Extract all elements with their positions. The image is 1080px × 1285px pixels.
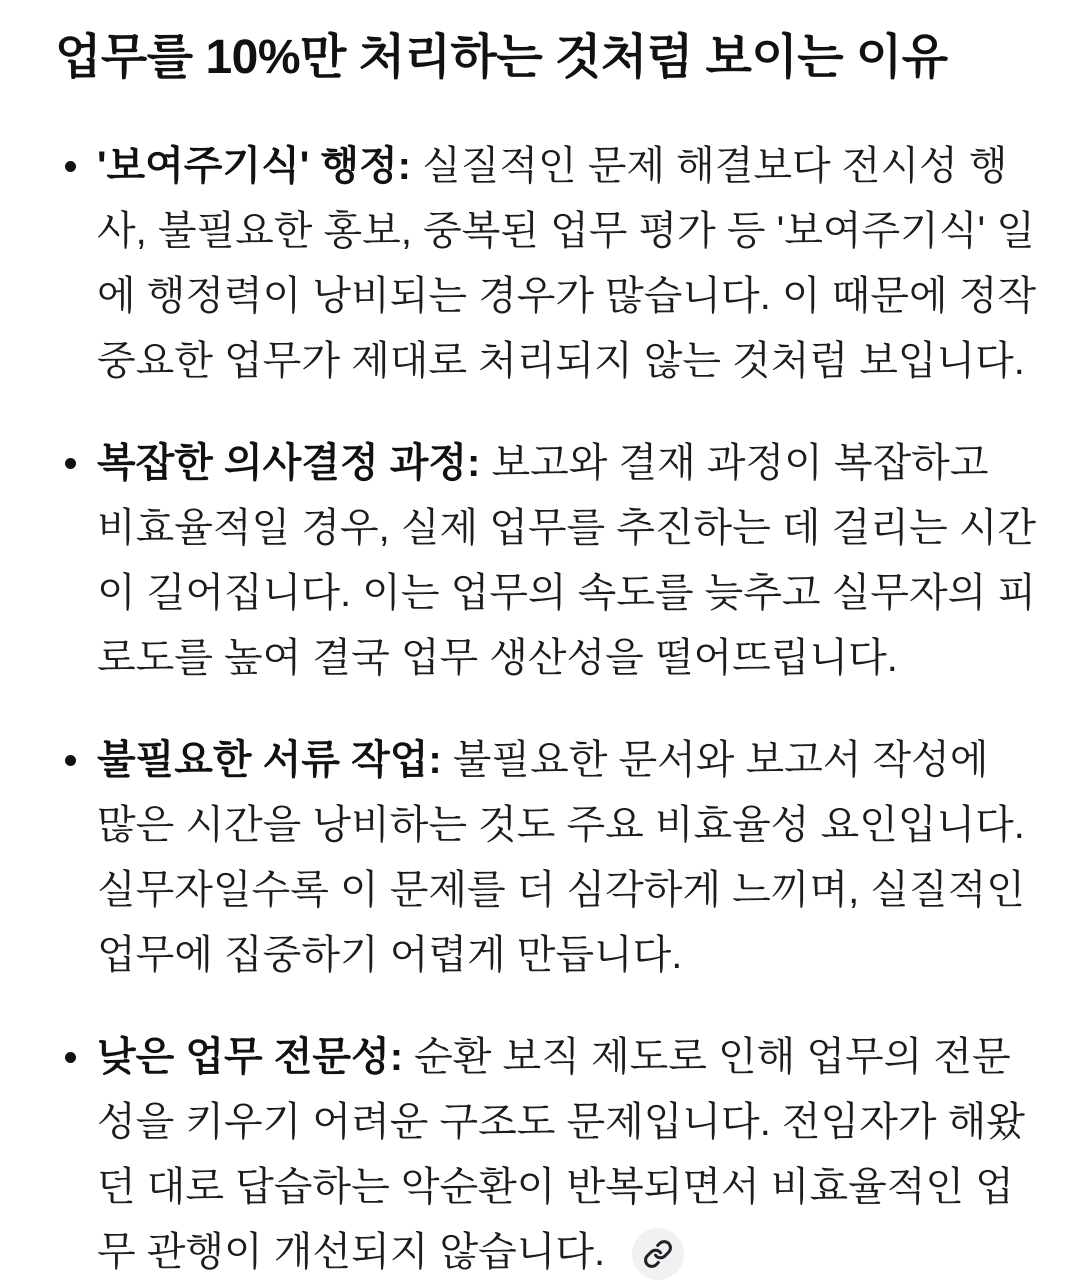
list-item <box>55 431 1036 691</box>
list-item-body: 실질적인 문제 해결보다 전시성 행사, 불필요한 홍보, 중복된 업무 평가 등 '보여주기식' 일에 행정력이 낭비되는 경우가 많습니다. 이 때문에 정작 중요한 업무가 제대로 처리되지 않는 것처럼 보입니다. <box>97 144 1036 383</box>
list-item-text <box>97 728 1036 988</box>
bullet-column <box>55 134 97 172</box>
list-item <box>55 134 1036 394</box>
list-item-lead: 복잡한 의사결정 과정: <box>97 441 481 485</box>
bullet-icon <box>65 458 76 469</box>
bullet-icon <box>65 755 76 766</box>
list-item-lead: 불필요한 서류 작업: <box>97 738 442 782</box>
list-item-text <box>97 1025 1036 1285</box>
list-item-lead: '보여주기식' 행정: <box>97 144 411 188</box>
bullet-icon <box>65 1052 76 1063</box>
list-item-body: 순환 보직 제도로 인해 업무의 전문성을 키우기 어려운 구조도 문제입니다. 전임자가 해왔던 대로 답습하는 악순환이 반복되면서 비효율적인 업무 관행이 개선되지 않습니다. <box>97 1035 1025 1274</box>
bullet-column <box>55 431 97 469</box>
bullet-list <box>55 134 1036 1285</box>
page-title: 업무를 10%만 처리하는 것처럼 보이는 이유 <box>55 31 948 84</box>
list-item-text <box>97 431 1036 691</box>
bullet-icon <box>65 161 76 172</box>
list-item <box>55 1025 1036 1285</box>
list-item-lead: 낮은 업무 전문성: <box>97 1035 404 1079</box>
list-item <box>55 728 1036 988</box>
source-link-button[interactable] <box>632 1228 684 1280</box>
list-item-body: 불필요한 문서와 보고서 작성에 많은 시간을 낭비하는 것도 주요 비효율성 요인입니다. 실무자일수록 이 문제를 더 심각하게 느끼며, 실질적인 업무에 집중하기 어렵게 만듭니다. <box>97 738 1025 977</box>
list-item-body: 보고와 결재 과정이 복잡하고 비효율적일 경우, 실제 업무를 추진하는 데 걸리는 시간이 길어집니다. 이는 업무의 속도를 늦추고 실무자의 피로도를 높여 결국 업무 생산성을 떨어뜨립니다. <box>97 441 1036 680</box>
list-item-text <box>97 134 1036 394</box>
link-icon <box>643 1239 673 1269</box>
bullet-column <box>55 1025 97 1063</box>
bullet-column <box>55 728 97 766</box>
